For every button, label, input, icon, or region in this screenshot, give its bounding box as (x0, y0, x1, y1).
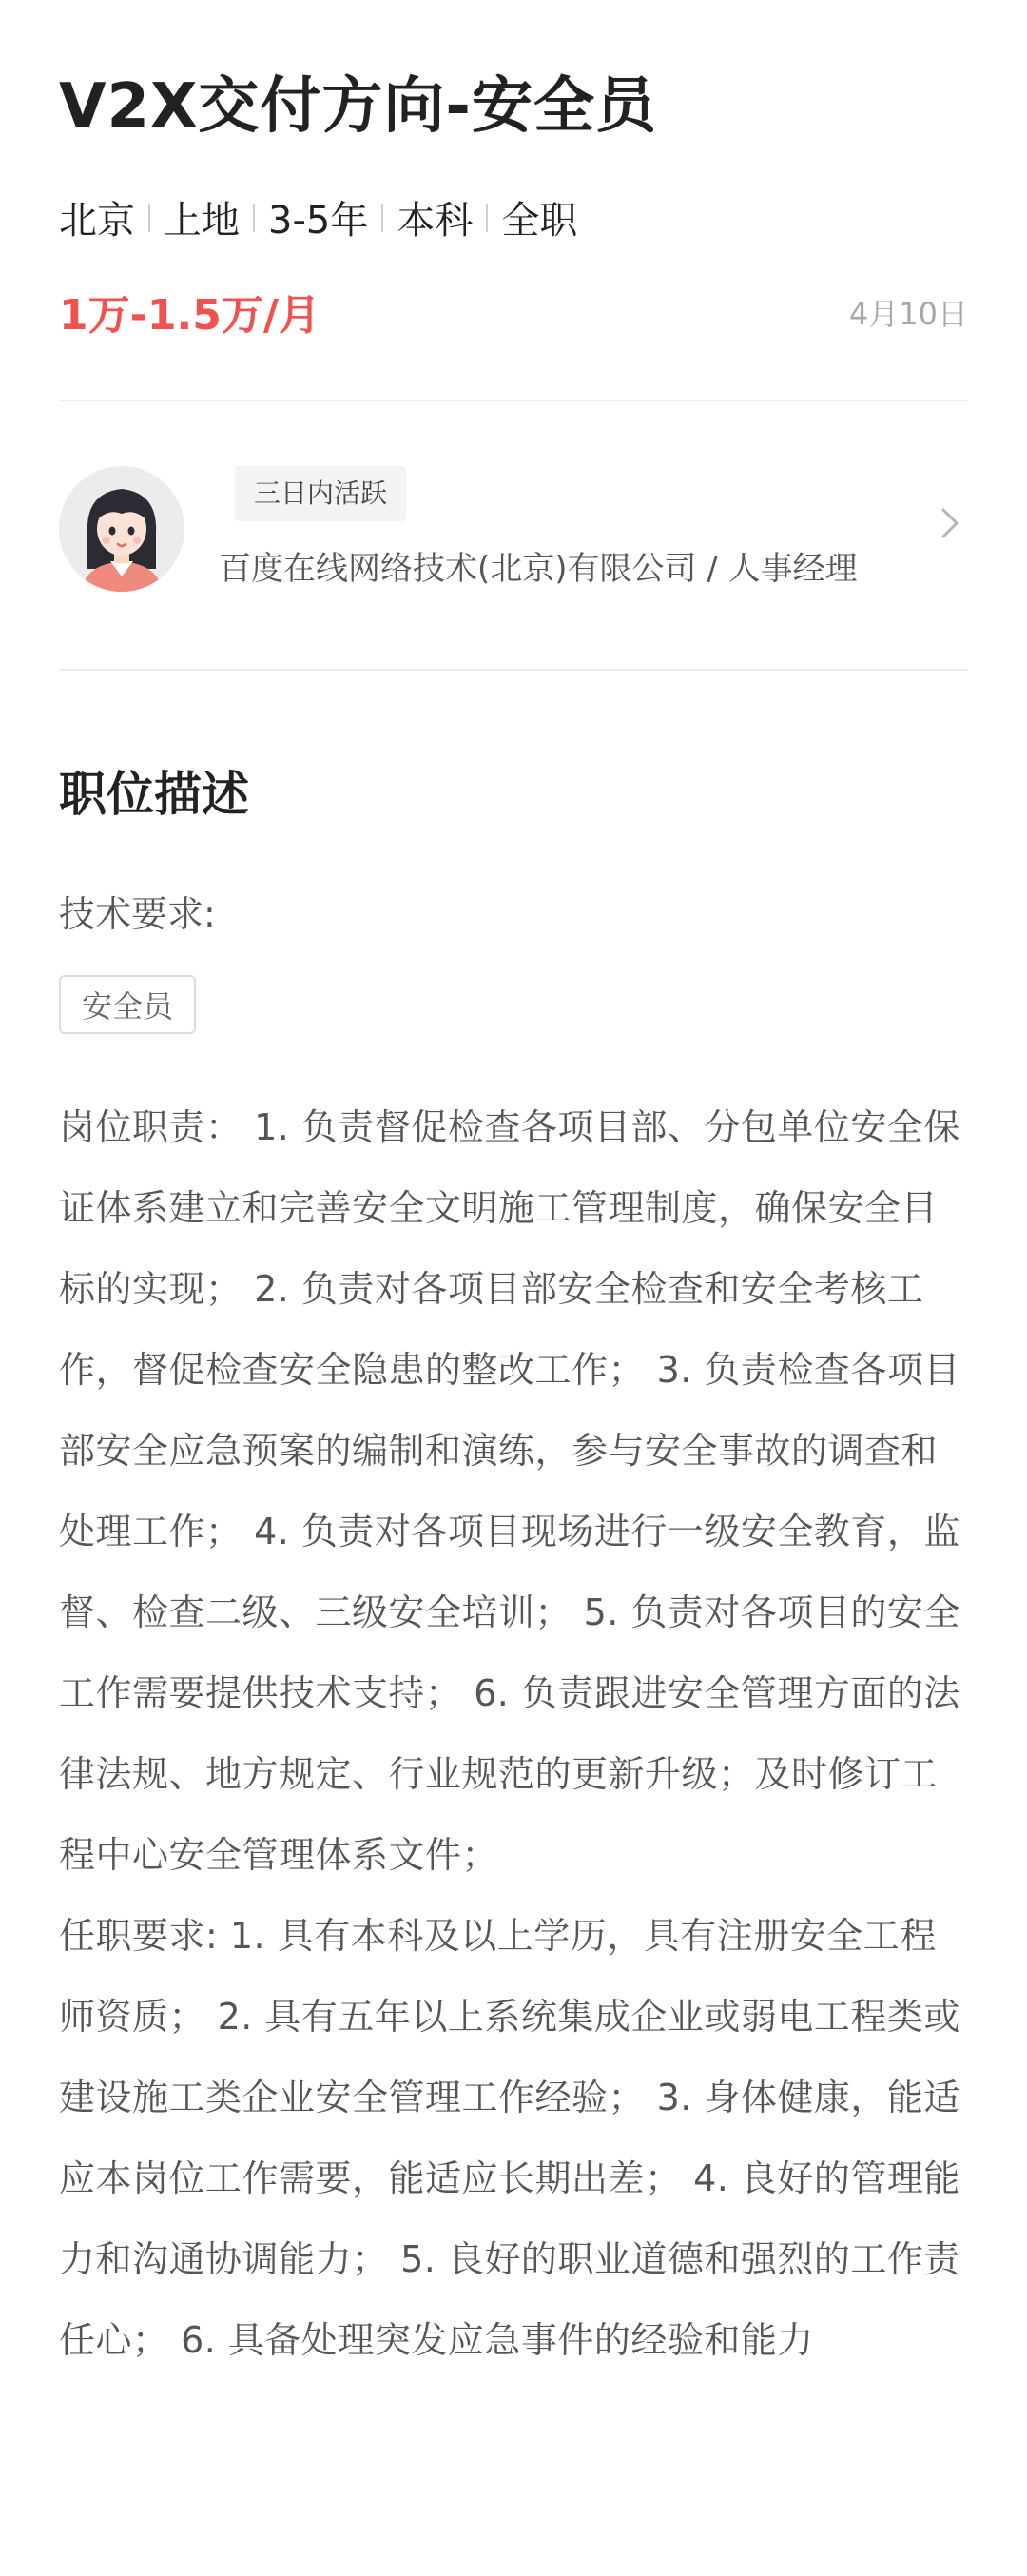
chevron-right-icon[interactable] (930, 504, 968, 542)
tag-job-type: 全职 (501, 199, 578, 243)
tag-education: 本科 (397, 199, 474, 243)
job-requirements-paragraph: 任职要求: 1. 具有本科及以上学历，具有注册安全工程师资质； 2. 具有五年以上系统集成企业或弱电工程类或建设施工类企业安全管理工作经验； 3. 身体健康，能适应本岗位工作需要，能适应长期出差； 4. 良好的管理能力和沟通协调能力； 5. 良好的职业道德和强烈的工作责任心； 6. 具备处理突发应急事件的经验和能力 (59, 1915, 960, 2361)
skill-tag: 安全员 (59, 975, 196, 1034)
post-date: 4月10日 (848, 296, 968, 332)
divider (59, 669, 968, 671)
tag-separator (381, 204, 383, 232)
job-duties-paragraph: 岗位职责： 1. 负责督促检查各项目部、分包单位安全保证体系建立和完善安全文明施工管理制度，确保安全目标的实现； 2. 负责对各项目部安全检查和安全考核工作，督促检查安全隐患的整改工作； 3. 负责检查各项目部安全应急预案的编制和演练，参与安全事故的调查和处理工作； 4. 负责对各项目现场进行一级安全教育，监督、检查二级、三级安全培训； 5. 负责对各项目的安全工作需要提供技术支持； 6. 负责跟进安全管理方面的法律法规、地方规定、行业规范的更新升级；及时修订工程中心安全管理体系文件； (59, 1106, 960, 1876)
tag-separator (148, 204, 150, 232)
job-tags (59, 190, 577, 244)
tag-separator (486, 204, 488, 232)
recruiter-card[interactable] (59, 466, 968, 599)
job-title: V2X交付方向-安全员 (59, 71, 657, 142)
section-title-job-description: 职位描述 (59, 767, 249, 822)
salary: 1万-1.5万/月 (59, 291, 320, 340)
tag-separator (253, 204, 255, 232)
tag-district: 上地 (164, 199, 240, 243)
tag-experience: 3-5年 (268, 199, 369, 243)
active-status-badge: 三日内活跃 (235, 466, 406, 521)
tech-requirements-label: 技术要求: (59, 893, 216, 935)
tag-city: 北京 (59, 199, 135, 243)
job-description-body (59, 1087, 968, 2381)
divider (59, 400, 968, 401)
recruiter-company-role: 百度在线网络技术(北京)有限公司 / 人事经理 (219, 550, 858, 588)
cartoon-woman-avatar-icon (59, 466, 184, 592)
